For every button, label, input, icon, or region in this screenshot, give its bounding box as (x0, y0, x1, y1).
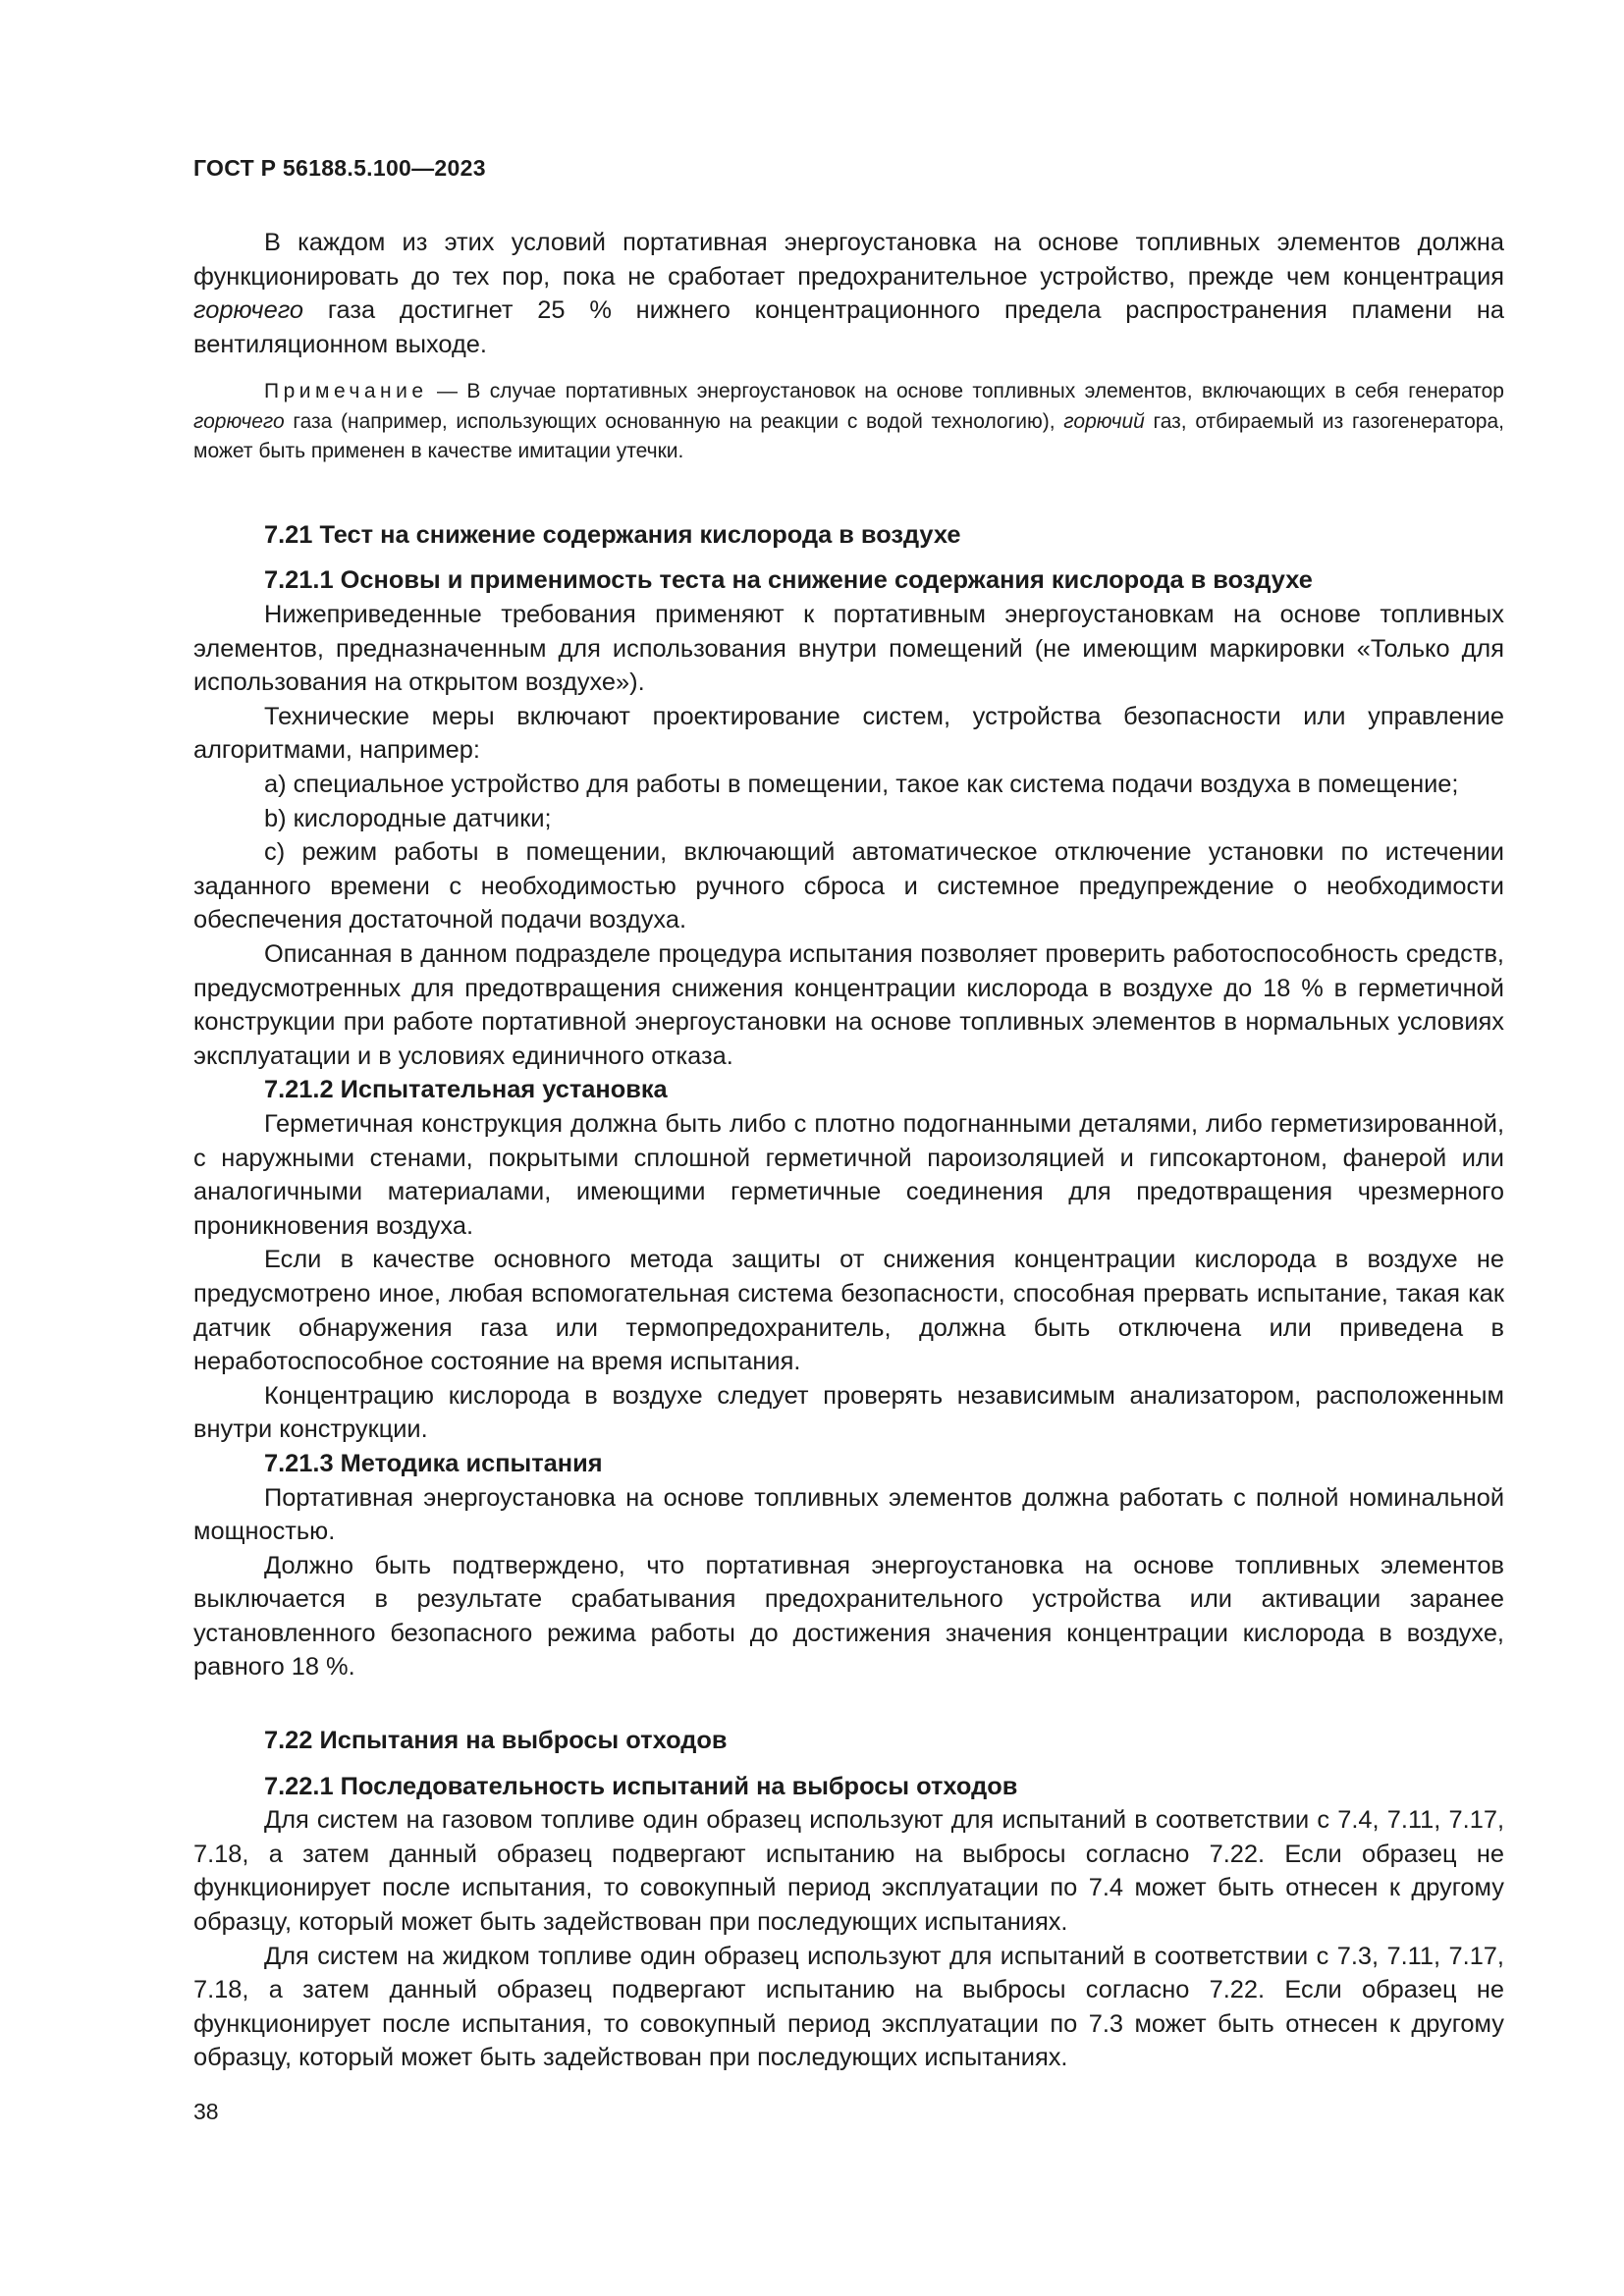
subsection-7-21-1-heading: 7.21.1 Основы и применимость теста на снижение содержания кислорода в воздухе (264, 566, 1313, 595)
subsection-7-21-3-heading: 7.21.3 Методика испытания (264, 1449, 603, 1477)
paragraph: Концентрацию кислорода в воздухе следует проверять независимым анализатором, расположенным внутри конструкции. (193, 1381, 1504, 1444)
list-item-c: c) режим работы в помещении, включающий автоматическое отключение установки по истечении заданного времени с необходимостью ручного сброса и системное предупреждение о необходимости обеспечения достаточной подачи воздуха. (193, 838, 1504, 934)
paragraph: Нижеприведенные требования применяют к портативным энергоустановкам на основе топливных элементов, предназначенным для использования внутри помещений (не имеющим маркировки «Только для использования на открытом воздухе»). (193, 601, 1504, 697)
italic-term: горючего (193, 409, 285, 433)
section-7-22-heading: 7.22 Испытания на выбросы отходов (264, 1727, 728, 1755)
note-paragraph: Примечание — В случае портативных энергоустановок на основе топливных элементов, включающих в себя генератор горючего газа (например, использующих основанную на реакции с водой технологию), горючий газ, отбираемый из газогенератора, может быть применен в качестве имитации утечки. (193, 380, 1504, 463)
section-7-21-heading: 7.21 Тест на снижение содержания кислорода в воздухе (264, 520, 961, 549)
note-label: Примечание (264, 380, 428, 403)
document-body (193, 226, 1504, 2075)
italic-term: горючий (1063, 409, 1145, 433)
paragraph: Описанная в данном подразделе процедура испытания позволяет проверить работоспособность средств, предусмотренных для предотвращения снижения концентрации кислорода в воздухе до 18 % в герметичной конструкции при работе портативной энергоустановки на основе топливных элементов в нормальных условиях эксплуатации и в условиях единичного отказа. (193, 940, 1504, 1070)
document-header: ГОСТ Р 56188.5.100—2023 (193, 155, 486, 181)
paragraph: Для систем на жидком топливе один образец используют для испытаний в соответствии с 7.3, 7.11, 7.17, 7.18, а затем данный образец подвергают испытанию на выбросы согласно 7.22. Если образец не функционирует после испытания, то совокупный период эксплуатации по 7.3 может быть отнесен к другому образцу, который может быть задействован при последующих испытаниях. (193, 1942, 1504, 2072)
page-number: 38 (193, 2099, 219, 2124)
paragraph: Портативная энергоустановка на основе топливных элементов должна работать с полной номинальной мощностью. (193, 1483, 1504, 1546)
paragraph: Если в качестве основного метода защиты от снижения концентрации кислорода в воздухе не предусмотрено иное, любая вспомогательная система безопасности, способная прервать испытание, такая как датчик обнаружения газа или термопредохранитель, должна быть отключена или приведена в неработоспособное состояние на время испытания. (193, 1246, 1504, 1376)
paragraph: Для систем на газовом топливе один образец используют для испытаний в соответствии с 7.4, 7.11, 7.17, 7.18, а затем данный образец подвергают испытанию на выбросы согласно 7.22. Если образец не функционирует после испытания, то совокупный период эксплуатации по 7.4 может быть отнесен к другому образцу, который может быть задействован при последующих испытаниях. (193, 1806, 1504, 1937)
intro-paragraph: В каждом из этих условий портативная энергоустановка на основе топливных элементов должна функционировать до тех пор, пока не сработает предохранительное устройство, прежде чем концентрация горючего газа достигнет 25 % нижнего концентрационного предела распространения пламени на вентиляционном выходе. (193, 229, 1504, 358)
subsection-7-22-1-heading: 7.22.1 Последовательность испытаний на выбросы отходов (264, 1772, 1018, 1800)
paragraph: Должно быть подтверждено, что портативная энергоустановка на основе топливных элементов выключается в результате срабатывания предохранительного устройства или активации заранее установленного безопасного режима работы до достижения значения концентрации кислорода в воздухе, равного 18 %. (193, 1551, 1504, 1682)
list-item-b: b) кислородные датчики; (264, 804, 552, 832)
italic-term: горючего (193, 296, 304, 325)
paragraph: Герметичная конструкция должна быть либо с плотно подогнанными деталями, либо герметизированной, с наружными стенами, покрытыми сплошной герметичной пароизоляцией и гипсокартоном, фанерой или аналогичными материалами, имеющими герметичные соединения для предотвращения чрезмерного проникновения воздуха. (193, 1109, 1504, 1240)
paragraph: Технические меры включают проектирование систем, устройства безопасности или управление алгоритмами, например: (193, 702, 1504, 765)
subsection-7-21-2-heading: 7.21.2 Испытательная установка (264, 1076, 668, 1104)
list-item-a: a) специальное устройство для работы в помещении, такое как система подачи воздуха в помещение; (264, 771, 1459, 799)
